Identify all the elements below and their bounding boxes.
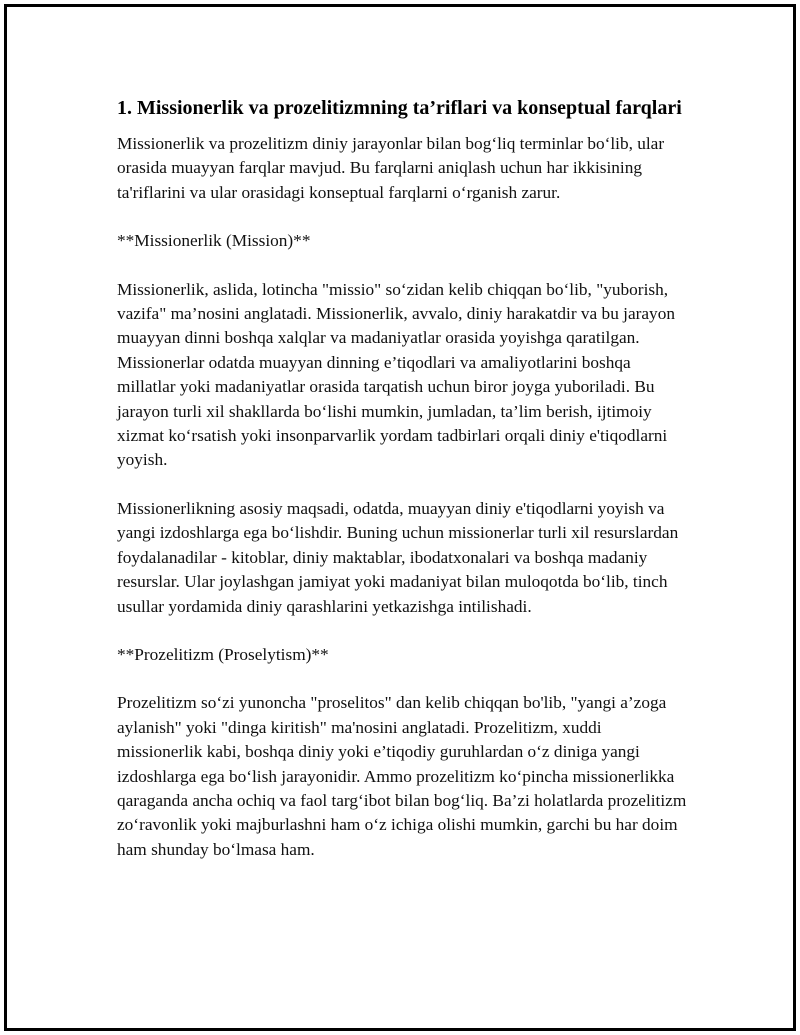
document-body: [117, 95, 687, 886]
missionerlik-purpose-paragraph: Missionerlikning asosiy maqsadi, odatda, muayyan diniy e'tiqodlarni yoyish va yangi izdoshlarga ega bo‘lishdir. Buning uchun missionerlar turli xil resurslardan foydalanadilar - kitoblar, diniy maktablar, ibodatxonalari va boshqa madaniy resurslar. Ular joylashgan jamiyat yoki madaniyat bilan muloqotda bo‘lib, tinch usullar yordamida diniy qarashlarini yetkazishga intilishadi.: [117, 498, 679, 616]
prozelitizm-definition-paragraph: Prozelitizm so‘zi yunoncha "proselitos" dan kelib chiqqan bo'lib, "yangi a’zoga aylanish" yoki "dinga kiritish" ma'nosini anglatadi. Prozelitizm, xuddi missionerlik kabi, boshqa diniy yoki e’tiqodiy guruhlardan o‘z diniga yangi izdoshlarga ega bo‘lish jarayonidir. Ammo prozelitizm ko‘pincha missionerlikka qaraganda ancha ochiq va faol targ‘ibot bilan bog‘liq. Ba’zi holatlarda prozelitizm zo‘ravonlik yoki majburlashni ham o‘z ichiga olishi mumkin, garchi bu har doim ham shunday bo‘lmasa ham.: [117, 693, 687, 859]
missionerlik-definition-paragraph: Missionerlik, aslida, lotincha "missio" so‘zidan kelib chiqqan bo‘lib, "yuborish, vazifa" ma’nosini anglatadi. Missionerlik, avvalo, diniy harakatdir va bu jarayon muayyan dinni boshqa xalqlar va madaniyatlar orasida yoyishga qaratilgan. Missionerlar odatda muayyan dinning e’tiqodlari va amaliyotlarini boshqa millatlar yoki madaniyatlar orasida tarqatish uchun biror joyga yuboriladi. Bu jarayon turli xil shakllarda bo‘lishi mumkin, jumladan, ta’lim berish, ijtimoiy xizmat ko‘rsatish yoki insonparvarlik yordam tadbirlari orqali diniy e'tiqodlarni yoyish.: [117, 279, 675, 470]
subheading-missionerlik: **Missionerlik (Mission)**: [117, 231, 311, 251]
intro-paragraph: Missionerlik va prozelitizm diniy jarayonlar bilan bog‘liq terminlar bo‘lib, ular orasida muayyan farqlar mavjud. Bu farqlarni aniqlash uchun har ikkisining ta'riflarini va ular orasidagi konseptual farqlarni o‘rganish zarur.: [117, 134, 665, 202]
section-heading: 1. Missionerlik va prozelitizmning ta’riflari va konseptual farqlari: [117, 97, 682, 119]
subheading-prozelitizm: **Prozelitizm (Proselytism)**: [117, 644, 329, 664]
